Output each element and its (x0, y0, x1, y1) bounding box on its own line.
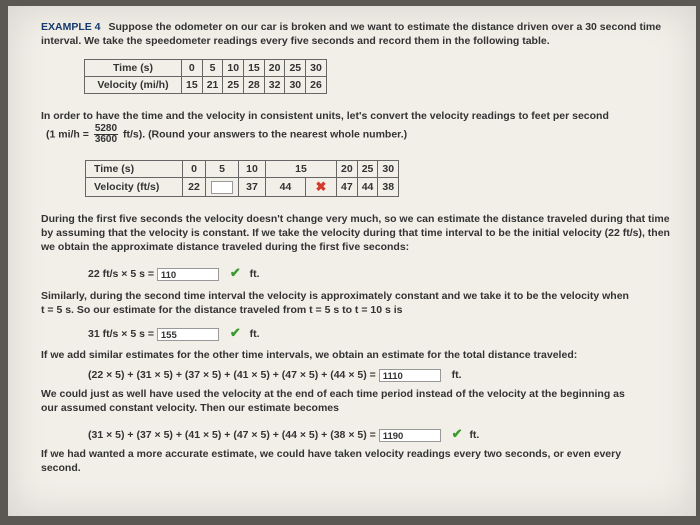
paragraph-total: If we add similar estimates for the other time intervals, we obtain an estimate for the total distance traveled: (41, 349, 578, 361)
table-cell: 5 (202, 60, 223, 77)
table-cell: 0 (183, 161, 206, 178)
unit-label: ft. (469, 429, 480, 441)
table-row (86, 161, 399, 178)
table-cell: 0 (182, 60, 203, 77)
convert-prefix: (1 mi/h = (46, 128, 89, 141)
unit-label: ft. (249, 268, 260, 280)
convert-text: In order to have the time and the velocity in consistent units, let's convert the velocity readings to feet per second (41, 110, 609, 122)
table-cell: 30 (378, 161, 399, 178)
worksheet-page (8, 6, 696, 516)
mph-table (84, 59, 327, 94)
equation-expr: (22 × 5) + (31 × 5) + (37 × 5) + (41 × 5) + (47 × 5) + (44 × 5) = (88, 369, 376, 381)
table-cell: 38 (378, 178, 399, 197)
answer-input-1[interactable]: 110 (157, 268, 219, 281)
table-cell: 15 (182, 77, 203, 94)
checkmark-icon: ✔ (229, 265, 241, 280)
checkmark-icon: ✔ (229, 325, 241, 340)
table-cell: 15 (266, 161, 337, 178)
table-cell: 21 (202, 77, 223, 94)
convert-suffix: ft/s). (Round your answers to the nearest whole number.) (122, 128, 408, 141)
table-cell: 44 (266, 178, 306, 197)
row-label: Velocity (mi/h) (85, 77, 182, 94)
equation-expr: (31 × 5) + (37 × 5) + (41 × 5) + (47 × 5) + (44 × 5) + (38 × 5) = (88, 429, 376, 441)
table-cell: 37 (239, 178, 266, 197)
table-cell: 5 (206, 161, 239, 178)
table-cell: 10 (223, 60, 244, 77)
equation-2 (88, 326, 260, 341)
paragraph-second-interval (41, 289, 686, 317)
conversion-fraction (94, 124, 118, 145)
paragraph-accuracy (41, 447, 686, 475)
equation-1 (88, 266, 260, 281)
table-cell: 20 (264, 60, 285, 77)
table-cell: 15 (244, 60, 265, 77)
table-cell: 26 (306, 77, 327, 94)
para-line: If we had wanted a more accurate estimate, we could have taken velocity readings every two seconds, or even every (41, 448, 622, 460)
velocity-input-cell[interactable] (206, 178, 239, 197)
table-cell: 44 (357, 178, 378, 197)
equation-expr: 22 ft/s × 5 s = (88, 268, 154, 280)
table-cell: 25 (285, 60, 306, 77)
equation-expr: 31 ft/s × 5 s = (88, 328, 154, 340)
intro-paragraph (41, 20, 671, 48)
table-row (85, 60, 327, 77)
answer-input-2[interactable]: 155 (157, 328, 219, 341)
velocity-at-5s-input[interactable] (211, 181, 233, 194)
row-label: Velocity (ft/s) (86, 178, 183, 197)
table-cell: 30 (306, 60, 327, 77)
convert-line (46, 124, 407, 145)
table-cell: 10 (239, 161, 266, 178)
table-row (86, 178, 399, 197)
table-cell: 30 (285, 77, 306, 94)
answer-input-3[interactable]: 1110 (379, 369, 441, 382)
para-line: our assumed constant velocity. Then our estimate becomes (41, 402, 339, 414)
table-cell: 25 (357, 161, 378, 178)
table-cell: 32 (264, 77, 285, 94)
incorrect-x-icon: ✖ (315, 179, 327, 194)
equation-4 (88, 427, 479, 442)
fraction-denominator: 3600 (94, 134, 118, 145)
equation-3 (88, 368, 462, 382)
table-cell: 28 (244, 77, 265, 94)
answer-input-4[interactable]: 1190 (379, 429, 441, 442)
para-line: t = 5 s. So our estimate for the distance traveled from t = 5 s to t = 10 s is (41, 304, 403, 316)
table-cell: 47 (337, 178, 358, 197)
paragraph-first-interval: During the first five seconds the velocity doesn't change very much, so we can estimate the distance traveled during that time by assuming that the velocity is constant. If we take the velocity during that time interval to be the initial velocity (22 ft/s), then we obtain the approximate distance traveled during the first five seconds: (41, 213, 670, 253)
unit-label: ft. (451, 369, 462, 381)
row-label: Time (s) (86, 161, 183, 178)
table-cell: 22 (183, 178, 206, 197)
table-cell: 25 (223, 77, 244, 94)
paragraph-end-velocity (41, 387, 686, 415)
example-label: EXAMPLE 4 (41, 21, 101, 33)
unit-label: ft. (249, 328, 260, 340)
para-line: Similarly, during the second time interval the velocity is approximately constant and we take it to be the velocity when (41, 290, 629, 302)
para-line: We could just as well have used the velocity at the end of each time period instead of the velocity at the beginning as (41, 388, 625, 400)
table-row (85, 77, 327, 94)
intro-text: Suppose the odometer on our car is broken and we want to estimate the distance driven over a 30 second time interval. We take the speedometer readings every five seconds and record them in the following table. (41, 21, 662, 47)
fraction-numerator: 5280 (94, 123, 118, 134)
para-line: second. (41, 462, 81, 474)
fts-table (85, 160, 399, 197)
checkmark-icon: ✔ (451, 426, 463, 441)
velocity-input-cell[interactable] (306, 178, 337, 197)
row-label: Time (s) (85, 60, 182, 77)
table-cell: 20 (337, 161, 358, 178)
